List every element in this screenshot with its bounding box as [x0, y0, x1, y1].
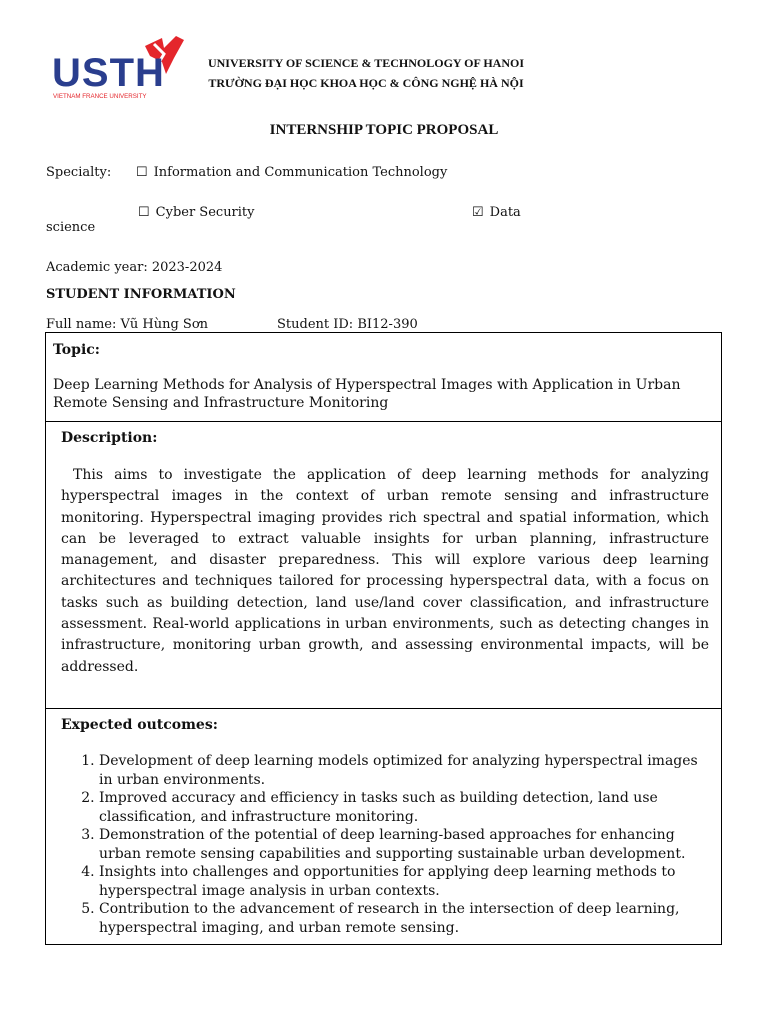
- specialty-option-label: Cyber Security: [155, 205, 255, 220]
- list-item: 4. Insights into challenges and opportunities for applying deep learning methods to hyperspectral image analysis in urban contexts.: [99, 863, 715, 900]
- specialty-option-data-science[interactable]: [472, 205, 521, 220]
- usth-logo-graphic: [50, 34, 190, 104]
- list-item: 5. Contribution to the advancement of research in the intersection of deep learning, hyperspectral imaging, and urban remote sensing.: [99, 900, 715, 937]
- specialty-wrap-text: science: [46, 220, 96, 235]
- list-item: 3. Demonstration of the potential of deep learning-based approaches for enhancing urban remote sensing capabilities and supporting sustainable urban development.: [99, 826, 715, 863]
- topic-section: [45, 332, 722, 422]
- description-text: This aims to investigate the application of deep learning methods for analyzing hyperspectral images in the context of urban remote sensing and infrastructure monitoring. Hyperspectral imaging provides rich spectral and spatial information, which can be leveraged to extract valuable insights for urban planning, infrastructure management, and disaster preparedness. This will explore various deep learning architectures and techniques tailored for processing hyperspectral data, with a focus on tasks such as building detection, land use/land cover classification, and infrastructure assessment. Real-world applications in urban environments, such as detecting changes in infrastructure, monitoring urban growth, and assessing environmental impacts, will be addressed.: [61, 467, 709, 675]
- checkbox-unchecked-icon[interactable]: ☐: [138, 205, 150, 220]
- academic-year: Academic year: 2023-2024: [46, 260, 223, 275]
- outcomes-list: [61, 752, 715, 937]
- specialty-option-cyber-security[interactable]: [138, 205, 255, 220]
- specialty-option-label: Information and Communication Technology: [153, 165, 448, 180]
- logo-subtext: VIETNAM FRANCE UNIVERSITY: [53, 93, 147, 100]
- checkbox-unchecked-icon[interactable]: ☐: [136, 165, 148, 180]
- specialty-option-label: Data: [489, 205, 521, 220]
- list-item: 1. Development of deep learning models optimized for analyzing hyperspectral images in urban environments.: [99, 752, 715, 789]
- university-name-vi: TRƯỜNG ĐẠI HỌC KHOA HỌC & CÔNG NGHỆ HÀ NỘI: [208, 76, 524, 90]
- description-heading: Description:: [61, 430, 158, 446]
- list-item: 2. Improved accuracy and efficiency in tasks such as building detection, land use classification, and infrastructure monitoring.: [99, 789, 715, 826]
- student-info-heading: STUDENT INFORMATION: [46, 287, 236, 302]
- university-name-en: UNIVERSITY OF SCIENCE & TECHNOLOGY OF HANOI: [207, 56, 525, 70]
- specialty-label: Specialty:: [46, 165, 112, 180]
- topic-heading: Topic:: [53, 342, 100, 358]
- outcomes-heading: Expected outcomes:: [61, 717, 218, 733]
- description-section: [45, 421, 722, 709]
- outcomes-section: [45, 708, 722, 945]
- topic-text: Deep Learning Methods for Analysis of Hyperspectral Images with Application in Urban Remote Sensing and Infrastructure Monitoring: [53, 377, 681, 411]
- specialty-option-ict[interactable]: [136, 165, 447, 180]
- student-full-name: Full name: Vũ Hùng Sơn: [46, 317, 209, 332]
- usth-logo: [50, 34, 190, 104]
- checkbox-checked-icon[interactable]: ☑: [472, 205, 484, 220]
- student-id: Student ID: BI12-390: [277, 317, 418, 332]
- document-title: INTERNSHIP TOPIC PROPOSAL: [269, 122, 499, 138]
- logo-wordmark: USTH: [52, 51, 165, 95]
